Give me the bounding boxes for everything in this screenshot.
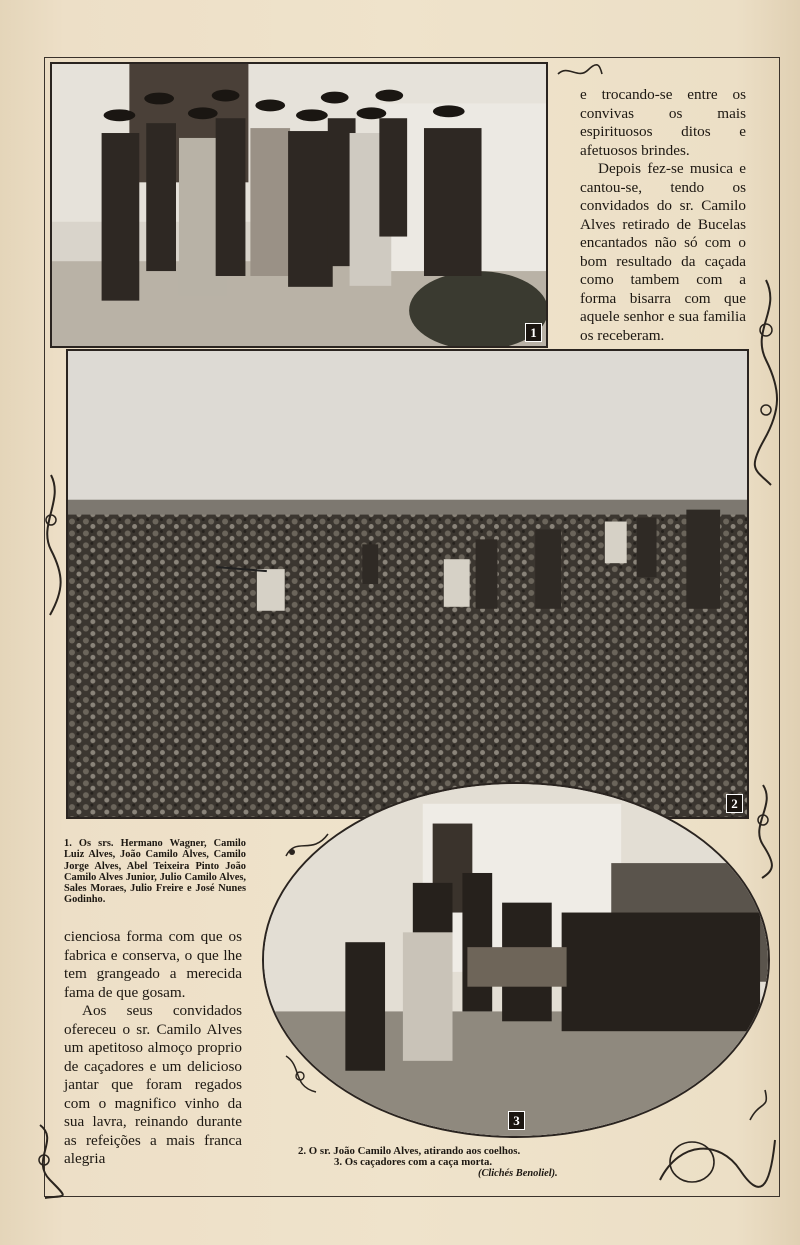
caption-photo-1: 1. Os srs. Hermano Wagner, Camilo Luiz Alves, João Camilo Alves, Camilo Jorge Alves, Abel Teixeira Pinto João Camilo Alves Junior, Julio Camilo Alves, Sales Moraes, Julio Freire e José Nunes Godinho. — [64, 838, 246, 906]
photo-credit: (Clichés Benoliel). — [478, 1168, 558, 1179]
ornament-right-lower — [748, 780, 778, 880]
article-paragraph: e trocando-se entre os convivas os mais espirituosos ditos e afetuosos brindes. — [580, 86, 746, 159]
article-paragraph: Depois fez-se musica e cantou-se, tendo os convidados do sr. Camilo Alves retirado de Bucelas encantados não só com o bom resultado da caçada como tambem com a forma bisarra com que aquele senhor e sua familia os receberam. — [580, 160, 746, 344]
photo-number-2: 2 — [726, 794, 743, 813]
ornament-bottom-right — [640, 1080, 780, 1200]
photo-shooting-rabbits — [66, 349, 749, 819]
ornament-bottom-left — [30, 1120, 70, 1200]
ornament-left-middle — [36, 470, 66, 620]
ornament-oval-left — [282, 1046, 322, 1096]
caption-photo-2: 2. O sr. João Camilo Alves, atirando aos coelhos. — [298, 1145, 521, 1157]
article-text-top — [580, 86, 746, 345]
ornament-top-mid — [556, 62, 604, 82]
ornament-caption-vine — [282, 826, 332, 866]
article-text-bottom — [64, 928, 242, 1169]
article-paragraph: cienciosa forma com que os fabrica e conserva, o que lhe tem grangeado a merecida fama de que gosam. — [64, 928, 242, 1001]
ornament-top-right — [746, 270, 786, 490]
photo-hunters-group — [50, 62, 548, 348]
caption-photo-3: 3. Os caçadores com a caça morta. — [334, 1156, 493, 1168]
photo-number-3: 3 — [508, 1111, 525, 1130]
article-paragraph: Aos seus convidados ofereceu o sr. Camilo Alves um apetitoso almoço proprio de caçadores e um delicioso jantar que foram regados com o magnifico vinho da sua lavra, reinando durante as refeições a mais franca alegria — [64, 1002, 242, 1167]
photo-number-1: 1 — [525, 323, 542, 342]
